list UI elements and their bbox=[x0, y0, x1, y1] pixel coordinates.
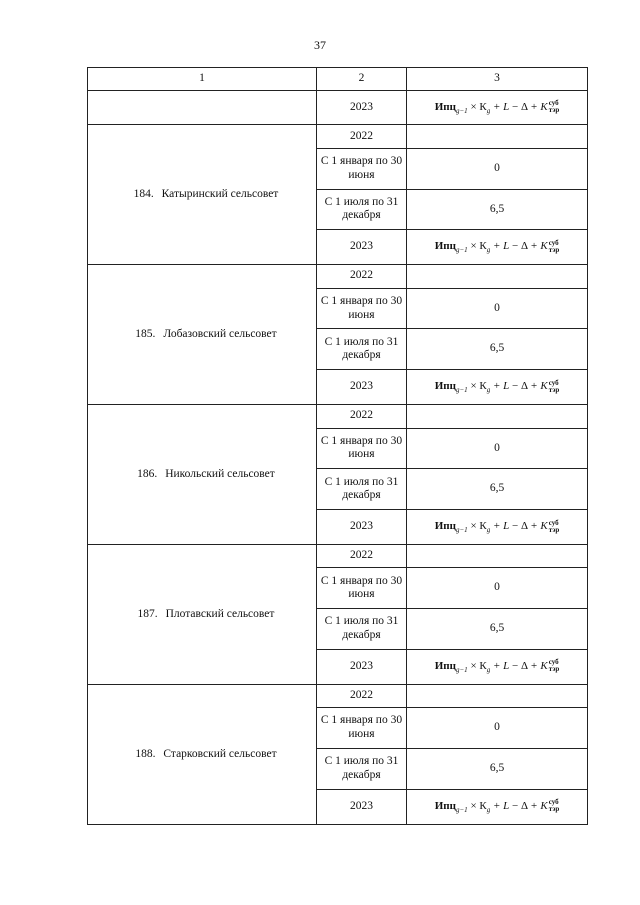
header-col-3: 3 bbox=[407, 68, 588, 91]
period-cell: С 1 января по 30 июня bbox=[317, 568, 407, 609]
tariff-formula: $Ипц_{g-1} \times К_g + L - \Delta + K$ суб тэр bbox=[434, 518, 560, 535]
value-cell: 6,5 bbox=[407, 609, 588, 650]
value-cell: 6,5 bbox=[407, 749, 588, 790]
period-cell: С 1 января по 30 июня bbox=[317, 708, 407, 749]
continuation-period: 2023 bbox=[317, 91, 407, 125]
settlement-row bbox=[88, 405, 588, 428]
value-cell: 0 bbox=[407, 288, 588, 329]
settlement-cell bbox=[88, 405, 317, 545]
period-cell: С 1 июля по 31 декабря bbox=[317, 749, 407, 790]
settlement-row bbox=[88, 265, 588, 288]
settlement-cell bbox=[88, 265, 317, 405]
value-cell bbox=[407, 125, 588, 148]
period-cell: С 1 января по 30 июня bbox=[317, 148, 407, 189]
tariff-formula: $Ипц_{g-1} \times К_g + L - \Delta + K$ суб тэр bbox=[434, 378, 560, 395]
settlement-number: 185. bbox=[135, 327, 156, 340]
value-cell: 0 bbox=[407, 568, 588, 609]
period-cell: 2023 bbox=[317, 790, 407, 825]
settlement-name: Лобазовский сельсовет bbox=[163, 327, 277, 340]
settlement-row bbox=[88, 544, 588, 567]
period-cell: С 1 июля по 31 декабря bbox=[317, 469, 407, 510]
value-cell bbox=[407, 544, 588, 567]
settlement-row bbox=[88, 684, 588, 707]
period-cell: С 1 июля по 31 декабря bbox=[317, 609, 407, 650]
settlement-number: 188. bbox=[135, 747, 156, 760]
period-cell: 2022 bbox=[317, 405, 407, 428]
settlement-number: 184. bbox=[133, 187, 154, 200]
continuation-row bbox=[88, 91, 588, 125]
formula-cell bbox=[407, 650, 588, 685]
period-cell: 2022 bbox=[317, 544, 407, 567]
period-cell: 2022 bbox=[317, 125, 407, 148]
settlement-number: 187. bbox=[137, 607, 158, 620]
continuation-formula bbox=[407, 91, 588, 125]
period-cell: С 1 июля по 31 декабря bbox=[317, 329, 407, 370]
value-cell bbox=[407, 405, 588, 428]
value-cell bbox=[407, 684, 588, 707]
formula-cell bbox=[407, 510, 588, 545]
period-cell: С 1 июля по 31 декабря bbox=[317, 189, 407, 230]
period-cell: 2022 bbox=[317, 684, 407, 707]
formula-cell bbox=[407, 230, 588, 265]
value-cell: 6,5 bbox=[407, 189, 588, 230]
header-row bbox=[88, 68, 588, 91]
period-cell: 2023 bbox=[317, 230, 407, 265]
formula-cell bbox=[407, 370, 588, 405]
settlement-name: Никольский сельсовет bbox=[165, 467, 275, 480]
formula-cell bbox=[407, 790, 588, 825]
value-cell bbox=[407, 265, 588, 288]
value-cell: 0 bbox=[407, 708, 588, 749]
settlement-cell bbox=[88, 544, 317, 684]
tariff-formula: $Ипц_{g-1} \times К_g + L - \Delta + K$ суб тэр bbox=[434, 99, 560, 115]
value-cell: 0 bbox=[407, 428, 588, 469]
period-cell: 2023 bbox=[317, 510, 407, 545]
period-cell: С 1 января по 30 июня bbox=[317, 428, 407, 469]
period-cell: 2023 bbox=[317, 650, 407, 685]
period-cell: С 1 января по 30 июня bbox=[317, 288, 407, 329]
tariff-formula: $Ипц_{g-1} \times К_g + L - \Delta + K$ суб тэр bbox=[434, 798, 560, 815]
continuation-empty-cell bbox=[88, 91, 317, 125]
settlement-row bbox=[88, 125, 588, 148]
tariff-formula: $Ипц_{g-1} \times К_g + L - \Delta + K$ суб тэр bbox=[434, 658, 560, 675]
period-cell: 2023 bbox=[317, 370, 407, 405]
settlement-name: Плотавский сельсовет bbox=[165, 607, 275, 620]
settlement-number: 186. bbox=[137, 467, 158, 480]
value-cell: 6,5 bbox=[407, 469, 588, 510]
settlement-cell bbox=[88, 684, 317, 824]
settlement-name: Старковский сельсовет bbox=[163, 747, 277, 760]
value-cell: 0 bbox=[407, 148, 588, 189]
period-cell: 2022 bbox=[317, 265, 407, 288]
settlement-name: Катыринский сельсовет bbox=[161, 187, 279, 200]
value-cell: 6,5 bbox=[407, 329, 588, 370]
header-col-2: 2 bbox=[317, 68, 407, 91]
tariff-table bbox=[87, 67, 588, 825]
header-col-1: 1 bbox=[88, 68, 317, 91]
settlement-cell bbox=[88, 125, 317, 265]
page-number: 37 bbox=[314, 38, 326, 52]
tariff-formula: $Ипц_{g-1} \times К_g + L - \Delta + K$ суб тэр bbox=[434, 238, 560, 255]
